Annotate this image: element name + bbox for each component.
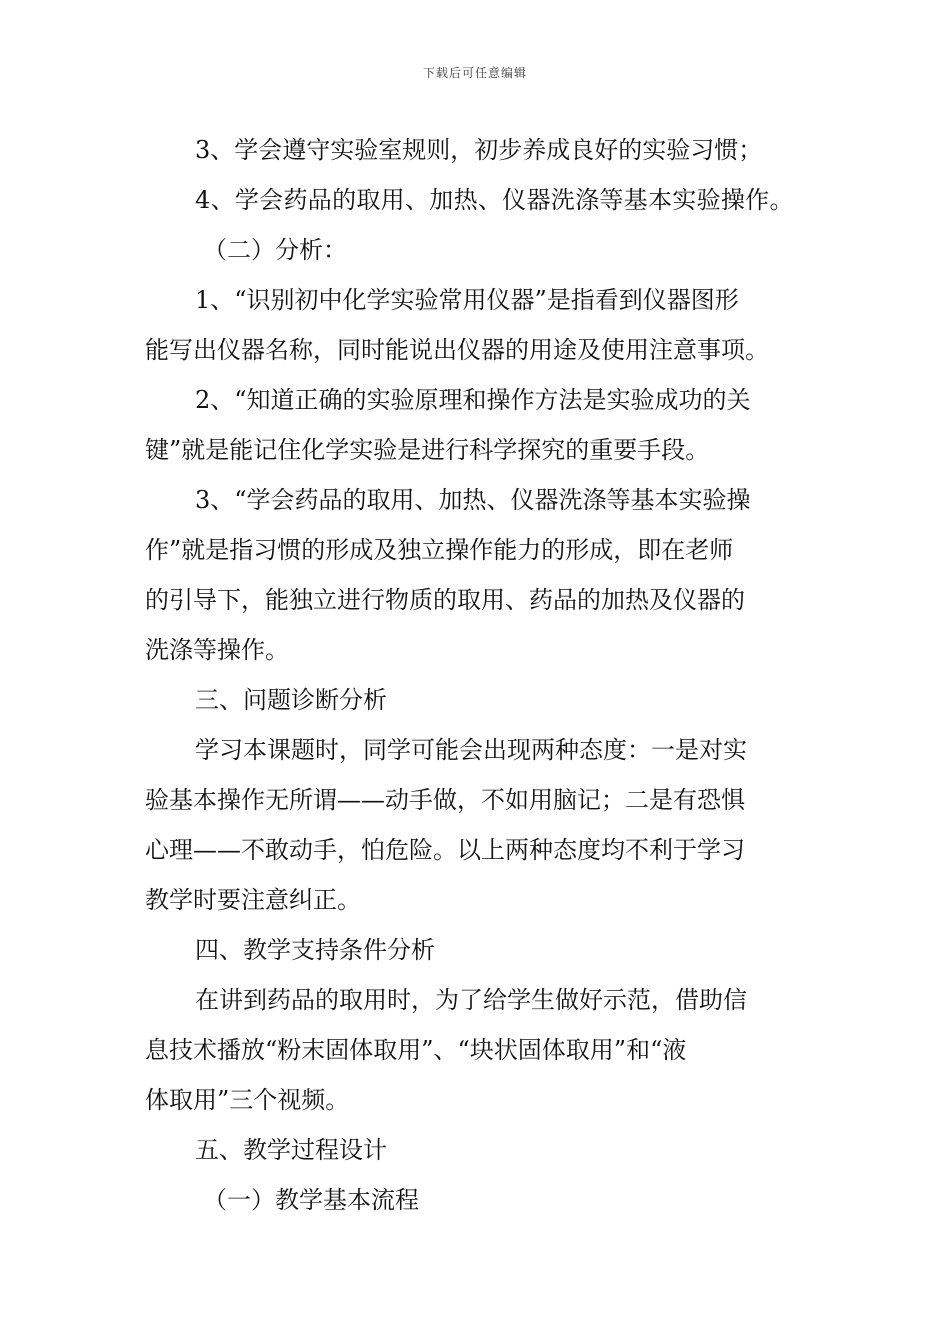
text-line: 的引导下，能独立进行物质的取用、药品的加热及仪器的 [145, 586, 745, 614]
text-line: 体取用”三个视频。 [145, 1086, 350, 1114]
section-heading: （二）分析： [203, 236, 347, 264]
text-line: 1、“识别初中化学实验常用仪器”是指看到仪器图形 [195, 286, 739, 314]
section-heading: 五、教学过程设计 [195, 1136, 387, 1164]
text-line: 2、“知道正确的实验原理和操作方法是实验成功的关 [195, 386, 751, 414]
text-line: 3、学会遵守实验室规则，初步养成良好的实验习惯； [195, 136, 763, 164]
document-body [145, 128, 810, 1228]
section-heading: 四、教学支持条件分析 [195, 936, 435, 964]
text-line: 教学时要注意纠正。 [145, 886, 361, 914]
text-line: 作”就是指习惯的形成及独立操作能力的形成，即在老师 [145, 536, 734, 564]
text-line: 洗涤等操作。 [145, 636, 289, 664]
text-line: 验基本操作无所谓——动手做，不如用脑记；二是有恐惧 [145, 786, 745, 814]
text-line: 息技术播放“粉末固体取用”、“块状固体取用”和“液 [145, 1036, 687, 1064]
text-line: 在讲到药品的取用时，为了给学生做好示范，借助信 [195, 986, 747, 1014]
text-line: 学习本课题时，同学可能会出现两种态度：一是对实 [195, 736, 747, 764]
page-header: 下载后可任意编辑 [422, 66, 527, 80]
text-line: 键”就是能记住化学实验是进行科学探究的重要手段。 [145, 436, 710, 464]
section-heading: （一）教学基本流程 [203, 1186, 419, 1214]
text-line: 4、学会药品的取用、加热、仪器洗涤等基本实验操作。 [195, 186, 794, 214]
text-line: 3、“学会药品的取用、加热、仪器洗涤等基本实验操 [195, 486, 751, 514]
text-line: 能写出仪器名称，同时能说出仪器的用途及使用注意事项。 [145, 336, 769, 364]
section-heading: 三、问题诊断分析 [195, 686, 387, 714]
text-line: 心理——不敢动手，怕危险。以上两种态度均不利于学习 [145, 836, 745, 864]
